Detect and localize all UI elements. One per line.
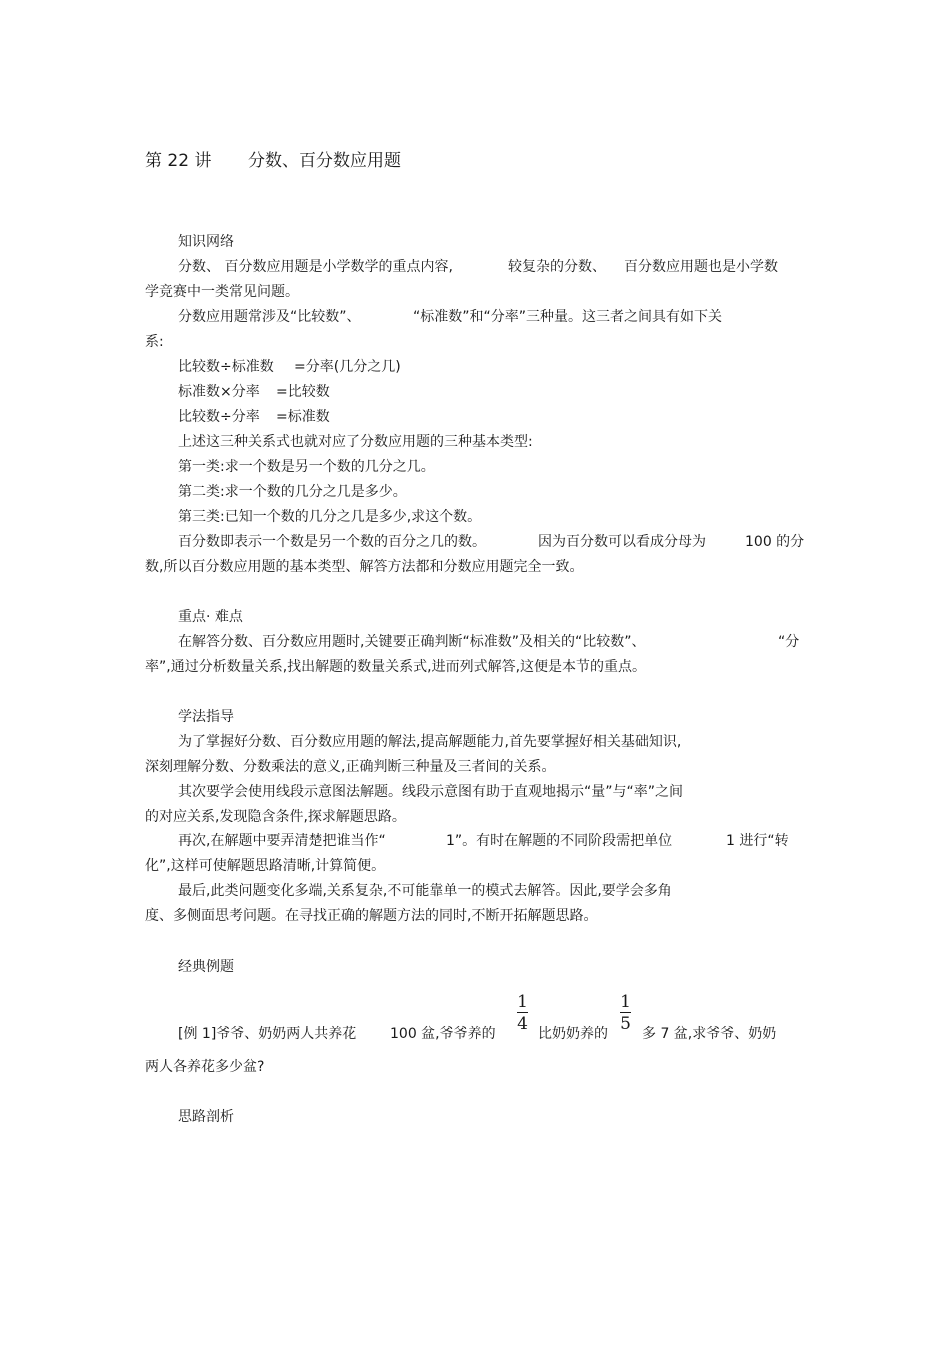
knowledge-p4-b: 因为百分数可以看成分母为 xyxy=(538,534,706,550)
method-p4-a: 最后,此类问题变化多端,关系复杂,不可能靠单一的模式去解答。因此,要学会多角 xyxy=(178,883,672,899)
fraction-2-denominator: 5 xyxy=(620,1014,631,1034)
method-p3-b: 1”。有时在解题的不同阶段需把单位 xyxy=(446,833,673,849)
example-1-b: 100 盆,爷爷养的 xyxy=(390,1026,496,1042)
method-p1-b: 深刻理解分数、分数乘法的意义,正确判断三种量及三者间的关系。 xyxy=(145,759,556,775)
knowledge-p1-d: 学竞赛中一类常见问题。 xyxy=(145,284,299,300)
example-1-e: 两人各养花多少盆? xyxy=(145,1059,265,1075)
page-title: 分数、百分数应用题 xyxy=(248,151,401,171)
knowledge-p1-b: 较复杂的分数、 xyxy=(508,259,606,275)
fraction-one-fifth xyxy=(620,993,631,1033)
fraction-1-numerator: 1 xyxy=(517,992,528,1012)
knowledge-p1-a: 分数、 百分数应用题是小学数学的重点内容, xyxy=(178,259,453,275)
method-p3-c: 1 进行“转 xyxy=(726,833,789,849)
knowledge-p4-c: 100 的分 xyxy=(745,534,805,550)
knowledge-p4-a: 百分数即表示一个数是另一个数的百分之几的数。 xyxy=(178,534,486,550)
example-1-a: [例 1]爷爷、奶奶两人共养花 xyxy=(178,1026,357,1042)
method-p2-b: 的对应关系,发现隐含条件,探求解题思路。 xyxy=(145,809,406,825)
formula-3-left: 比较数÷分率 xyxy=(178,409,260,425)
example-1-c: 比奶奶养的 xyxy=(538,1026,608,1042)
section-heading-examples: 经典例题 xyxy=(178,959,234,975)
fraction-2-bar xyxy=(620,1012,631,1013)
fraction-2-numerator: 1 xyxy=(620,992,631,1012)
formula-1-right: =分率(几分之几) xyxy=(294,359,401,375)
keypoints-p1-a: 在解答分数、百分数应用题时,关键要正确判断“标准数”及相关的“比较数”、 xyxy=(178,634,646,650)
knowledge-p2-b: “标准数”和“分率”三种量。这三者之间具有如下关 xyxy=(413,309,723,325)
knowledge-p1-c: 百分数应用题也是小学数 xyxy=(624,259,778,275)
knowledge-p4-d: 数,所以百分数应用题的基本类型、解答方法都和分数应用题完全一致。 xyxy=(145,559,584,575)
fraction-1-denominator: 4 xyxy=(517,1014,528,1034)
analysis-heading: 思路剖析 xyxy=(178,1109,234,1125)
method-p3-d: 化”,这样可使解题思路清晰,计算简便。 xyxy=(145,858,386,874)
formula-2-left: 标准数×分率 xyxy=(178,384,260,400)
section-heading-method: 学法指导 xyxy=(178,709,234,725)
knowledge-p2-c: 系: xyxy=(145,334,164,350)
keypoints-p1-c: 率”,通过分析数量关系,找出解题的数量关系式,进而列式解答,这便是本节的重点。 xyxy=(145,659,647,675)
formula-2-right: =比较数 xyxy=(276,384,330,400)
section-heading-keypoints: 重点· 难点 xyxy=(178,609,243,625)
formula-3-right: =标准数 xyxy=(276,409,330,425)
type-2: 第二类:求一个数的几分之几是多少。 xyxy=(178,484,407,500)
type-3: 第三类:已知一个数的几分之几是多少,求这个数。 xyxy=(178,509,482,525)
lecture-number: 第 22 讲 xyxy=(145,151,212,171)
method-p4-b: 度、多侧面思考问题。在寻找正确的解题方法的同时,不断开拓解题思路。 xyxy=(145,908,598,924)
type-1: 第一类:求一个数是另一个数的几分之几。 xyxy=(178,459,435,475)
example-1-d: 多 7 盆,求爷爷、奶奶 xyxy=(642,1026,777,1042)
knowledge-p3: 上述这三种关系式也就对应了分数应用题的三种基本类型: xyxy=(178,434,533,450)
fraction-1-bar xyxy=(517,1012,528,1013)
keypoints-p1-b: “分 xyxy=(778,634,800,650)
formula-1-left: 比较数÷标准数 xyxy=(178,359,274,375)
knowledge-p2-a: 分数应用题常涉及“比较数”、 xyxy=(178,309,361,325)
fraction-one-quarter xyxy=(517,993,528,1033)
method-p3-a: 再次,在解题中要弄清楚把谁当作“ xyxy=(178,833,386,849)
method-p2-a: 其次要学会使用线段示意图法解题。线段示意图有助于直观地揭示“量”与“率”之间 xyxy=(178,784,684,800)
method-p1-a: 为了掌握好分数、百分数应用题的解法,提高解题能力,首先要掌握好相关基础知识, xyxy=(178,734,682,750)
section-heading-knowledge: 知识网络 xyxy=(178,234,234,250)
